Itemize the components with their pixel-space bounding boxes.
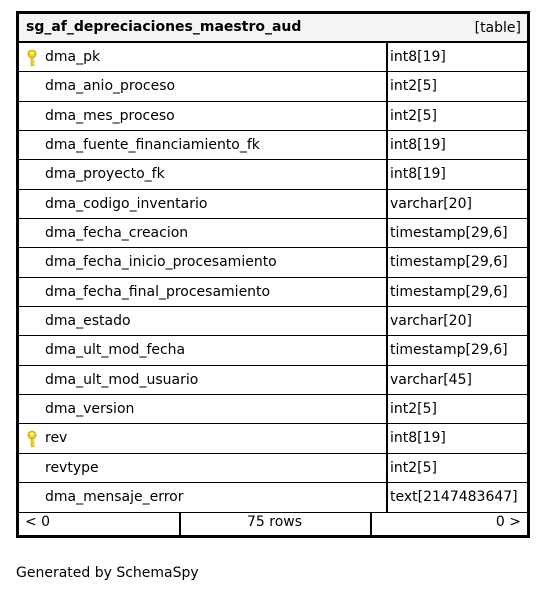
column-name: rev — [45, 430, 68, 447]
column-type: varchar[20] — [390, 313, 472, 330]
children-count[interactable]: 0 > — [495, 514, 521, 530]
table-name: sg_af_depreciaciones_maestro_aud — [26, 19, 302, 35]
column-name: dma_fuente_financiamiento_fk — [45, 137, 260, 154]
column-name: dma_codigo_inventario — [45, 195, 208, 212]
column-name: dma_anio_proceso — [45, 78, 176, 95]
column-name: dma_version — [45, 401, 135, 418]
column-name: dma_mensaje_error — [45, 489, 184, 506]
column-type: timestamp[29,6] — [390, 342, 508, 359]
column-type: timestamp[29,6] — [390, 254, 508, 271]
column-name: dma_pk — [45, 49, 101, 65]
column-type: varchar[45] — [390, 371, 472, 388]
column-type: int8[19] — [390, 166, 446, 183]
table-kind-label: [table] — [474, 20, 521, 36]
column-name: dma_ult_mod_usuario — [45, 371, 199, 388]
column-divider — [386, 454, 388, 482]
column-row[interactable] — [19, 102, 527, 131]
column-type: int8[19] — [390, 49, 446, 65]
column-type: int2[5] — [390, 459, 437, 476]
column-name: dma_estado — [45, 313, 131, 330]
column-divider — [386, 43, 388, 71]
column-type: int2[5] — [390, 107, 437, 124]
column-divider — [386, 307, 388, 335]
column-divider — [386, 336, 388, 364]
column-row[interactable] — [19, 424, 527, 453]
column-row[interactable] — [19, 278, 527, 307]
column-name: dma_ult_mod_fecha — [45, 342, 186, 359]
column-name: dma_mes_proceso — [45, 107, 175, 124]
key-icon — [25, 430, 39, 448]
table-node[interactable] — [16, 11, 530, 538]
column-name: dma_fecha_final_procesamiento — [45, 283, 271, 300]
column-divider — [386, 248, 388, 276]
column-divider — [386, 395, 388, 423]
column-divider — [386, 131, 388, 159]
column-name: revtype — [45, 459, 99, 476]
row-count: 75 rows — [246, 514, 303, 530]
column-row[interactable] — [19, 190, 527, 219]
column-divider — [386, 483, 388, 511]
column-type: timestamp[29,6] — [390, 283, 508, 300]
column-divider — [386, 424, 388, 452]
column-row[interactable] — [19, 454, 527, 483]
column-divider — [386, 219, 388, 247]
column-name: dma_fecha_creacion — [45, 225, 189, 242]
column-row[interactable] — [19, 483, 527, 512]
column-divider — [386, 366, 388, 394]
column-divider — [386, 72, 388, 100]
column-row[interactable] — [19, 131, 527, 160]
column-row[interactable] — [19, 395, 527, 424]
column-row[interactable] — [19, 219, 527, 248]
column-row[interactable] — [19, 336, 527, 365]
parents-count[interactable]: < 0 — [25, 514, 51, 530]
column-type: int8[19] — [390, 137, 446, 154]
column-row[interactable] — [19, 366, 527, 395]
column-divider — [386, 102, 388, 130]
column-name: dma_proyecto_fk — [45, 166, 165, 183]
column-row[interactable] — [19, 72, 527, 101]
column-row[interactable] — [19, 307, 527, 336]
column-divider — [386, 190, 388, 218]
column-row[interactable] — [19, 160, 527, 189]
column-row[interactable] — [19, 43, 527, 72]
column-type: int2[5] — [390, 78, 437, 95]
column-divider — [386, 278, 388, 306]
column-list — [19, 43, 527, 513]
column-type: timestamp[29,6] — [390, 225, 508, 242]
column-type: int8[19] — [390, 430, 446, 447]
footer-divider — [370, 512, 372, 535]
table-footer — [19, 512, 527, 535]
column-type: varchar[20] — [390, 195, 472, 212]
column-divider — [386, 160, 388, 188]
column-name: dma_fecha_inicio_procesamiento — [45, 254, 277, 271]
column-type: text[2147483647] — [390, 489, 518, 506]
generated-by-label: Generated by SchemaSpy — [16, 565, 199, 581]
table-header — [19, 14, 527, 43]
column-row[interactable] — [19, 248, 527, 277]
key-icon — [25, 49, 39, 67]
column-type: int2[5] — [390, 401, 437, 418]
